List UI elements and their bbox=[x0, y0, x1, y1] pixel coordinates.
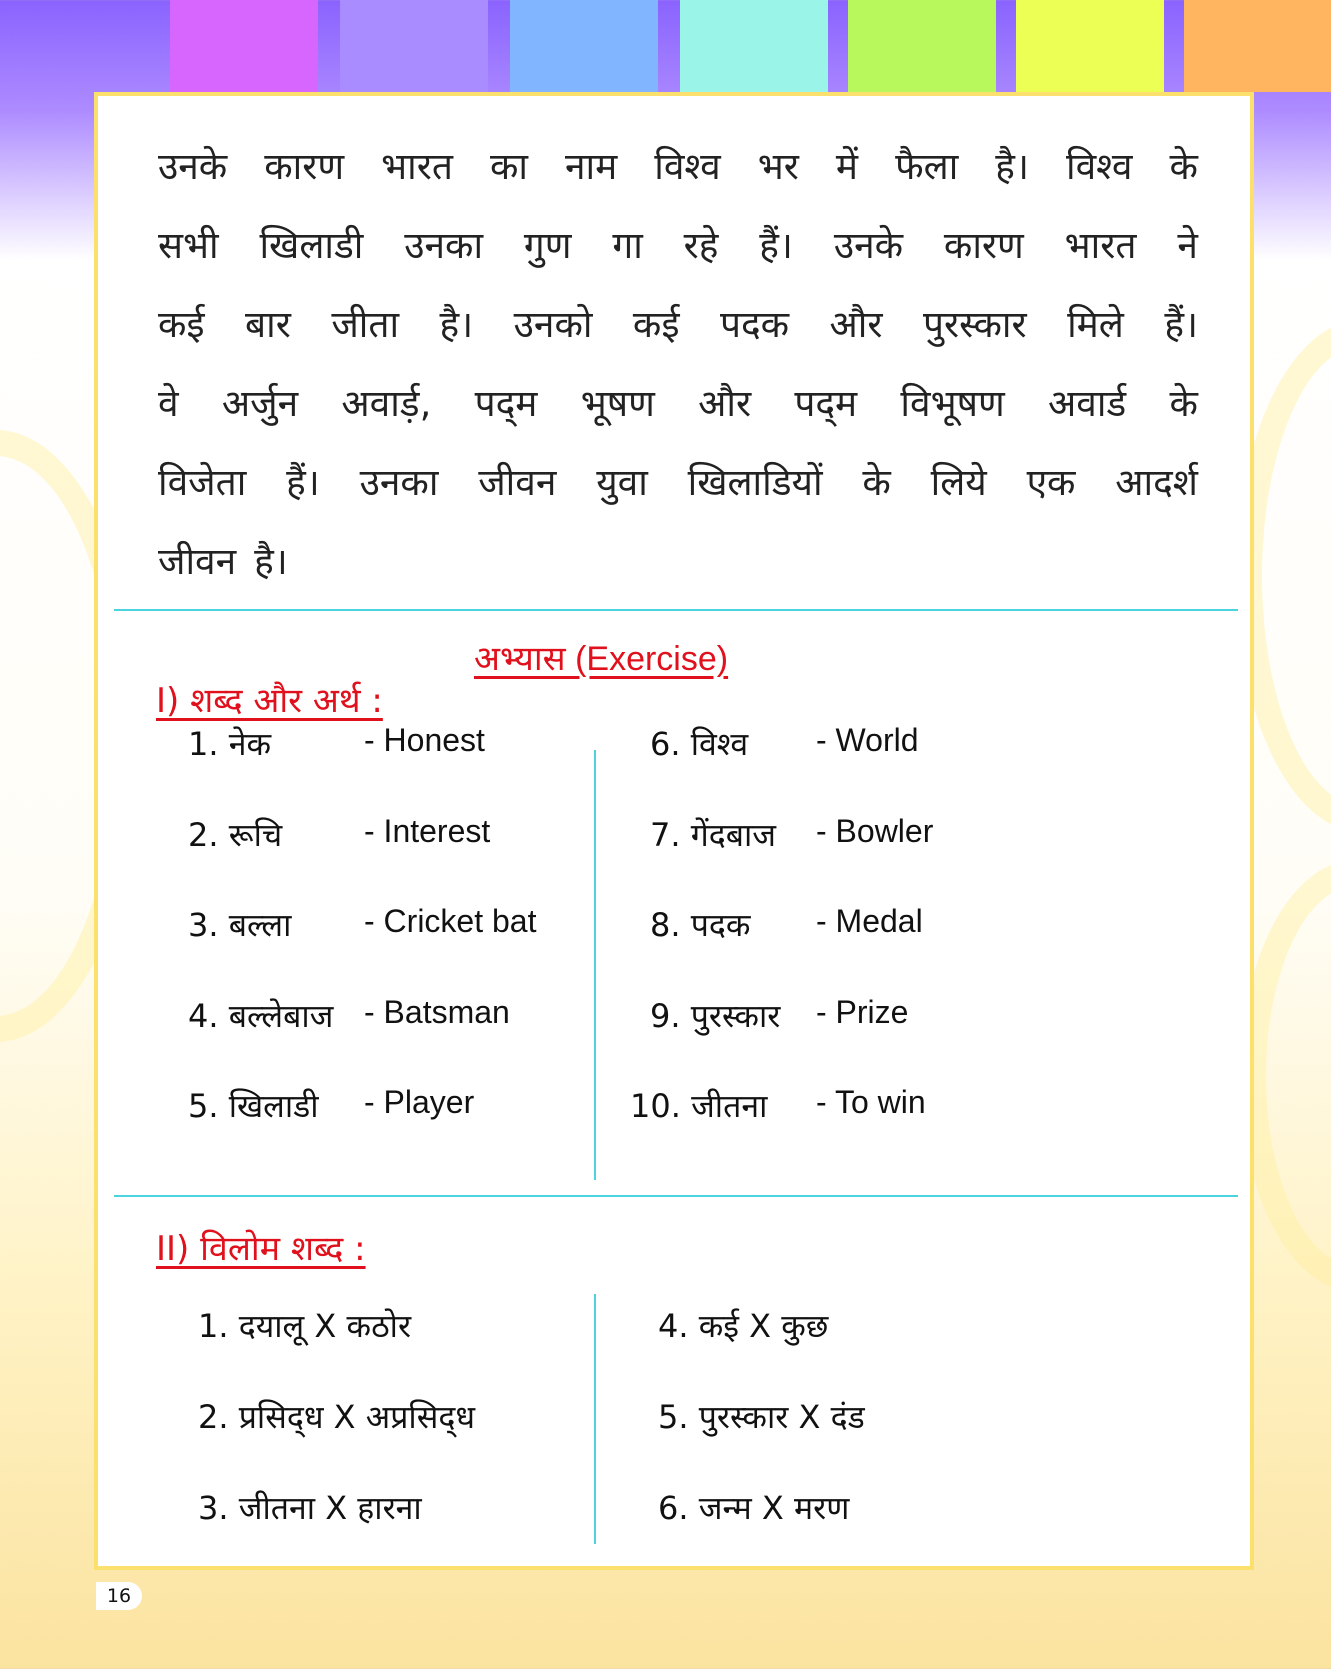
paragraph-word: और bbox=[698, 381, 752, 425]
paragraph-word: विजेता bbox=[158, 460, 247, 504]
paragraph-word: युवा bbox=[596, 460, 648, 504]
paragraph-word: उनको bbox=[513, 302, 593, 346]
paragraph-word: पद्‌म bbox=[474, 381, 538, 425]
english-meaning: - Medal bbox=[816, 903, 923, 939]
paragraph-word: अवार्ड़, bbox=[341, 381, 432, 425]
antonym-item: 5. पुरस्कार X दंड bbox=[658, 1398, 865, 1436]
paragraph-word: पदक bbox=[719, 302, 790, 346]
english-meaning: - Interest bbox=[364, 813, 491, 849]
english-meaning: - World bbox=[816, 722, 919, 758]
paragraph-word: जीवन bbox=[158, 539, 237, 583]
section-1-column-divider bbox=[594, 750, 596, 1180]
paragraph-word: उनका bbox=[359, 460, 439, 504]
english-meaning: - Player bbox=[364, 1084, 475, 1120]
paragraph-word: नाम bbox=[565, 144, 618, 188]
paragraph-word: के bbox=[1169, 381, 1198, 425]
antonym-item: 1. दयालू X कठोर bbox=[198, 1307, 412, 1345]
paragraph-word: रहे bbox=[683, 223, 719, 267]
stripe-7 bbox=[1184, 0, 1331, 92]
word-meaning-item bbox=[620, 813, 1180, 857]
paragraph-line-3 bbox=[158, 286, 1198, 358]
paragraph-word: का bbox=[490, 144, 528, 188]
hindi-word: 1. नेक bbox=[188, 725, 272, 763]
word-meaning-item bbox=[620, 1084, 1180, 1128]
word-meaning-item bbox=[188, 903, 588, 947]
stripe-6 bbox=[1016, 0, 1164, 92]
paragraph-word: भर bbox=[757, 144, 799, 188]
hindi-word: 9. पुरस्कार bbox=[650, 997, 781, 1035]
hindi-word: 10. जीतना bbox=[630, 1087, 768, 1125]
antonym-item: 2. प्रसिद्‌ध X अप्रसिद्‌ध bbox=[198, 1398, 476, 1436]
section-2-column-divider bbox=[594, 1294, 596, 1544]
hindi-word: 4. बल्लेबाज bbox=[188, 997, 334, 1035]
paragraph-line-5 bbox=[158, 444, 1198, 516]
stripe-3 bbox=[510, 0, 658, 92]
english-meaning: - Honest bbox=[364, 722, 485, 758]
paragraph-word: गा bbox=[612, 223, 643, 267]
paragraph-word: है। bbox=[254, 539, 288, 583]
paragraph-line-4 bbox=[158, 365, 1198, 437]
antonym-item: 3. जीतना X हारना bbox=[198, 1489, 422, 1527]
paragraph-word: है। bbox=[995, 144, 1029, 188]
english-meaning: - Bowler bbox=[816, 813, 934, 849]
stripe-4 bbox=[680, 0, 828, 92]
paragraph-word: सभी bbox=[158, 223, 219, 267]
hindi-word: 2. रूचि bbox=[188, 816, 283, 854]
paragraph-word: जीवन bbox=[478, 460, 557, 504]
paragraph-word: वे bbox=[158, 381, 179, 425]
paragraph-word: भूषण bbox=[580, 381, 655, 425]
paragraph-word: कारण bbox=[264, 144, 345, 188]
hindi-word: 5. खिलाडी bbox=[188, 1087, 319, 1125]
content-card bbox=[94, 92, 1254, 1570]
paragraph-word: के bbox=[1169, 144, 1198, 188]
stripe-5 bbox=[848, 0, 996, 92]
paragraph-word: अर्जुन bbox=[221, 381, 299, 425]
paragraph-word: कारण bbox=[943, 223, 1024, 267]
paragraph-word: उनके bbox=[833, 223, 904, 267]
paragraph-word: ने bbox=[1177, 223, 1198, 267]
paragraph-line-1 bbox=[158, 128, 1198, 200]
paragraph-word: खिलाडियों bbox=[687, 460, 823, 504]
paragraph-word: बार bbox=[245, 302, 291, 346]
hindi-word: 7. गेंदबाज bbox=[650, 816, 777, 854]
paragraph-word: भारत bbox=[381, 144, 453, 188]
hindi-word: 8. पदक bbox=[650, 906, 751, 944]
paragraph-word: पद्‌म bbox=[794, 381, 858, 425]
paragraph-word: पुरस्कार bbox=[922, 302, 1027, 346]
paragraph-word: में bbox=[835, 144, 859, 188]
english-meaning: - Cricket bat bbox=[364, 903, 537, 939]
paragraph-word: विश्व bbox=[1065, 144, 1133, 188]
word-meaning-item bbox=[620, 994, 1180, 1038]
paragraph-line-2 bbox=[158, 207, 1198, 279]
divider-middle bbox=[114, 1195, 1238, 1197]
section-2-title: II) विलोम शब्द : bbox=[156, 1229, 366, 1269]
paragraph-word: हैं। bbox=[286, 460, 320, 504]
word-meaning-item bbox=[188, 1084, 588, 1128]
paragraph-word: विश्व bbox=[654, 144, 721, 188]
paragraph-word: कई bbox=[158, 302, 205, 346]
paragraph-word: खिलाडी bbox=[259, 223, 364, 267]
section-1-title: I) शब्द और अर्थ : bbox=[156, 681, 383, 721]
paragraph-word: लिये bbox=[930, 460, 987, 504]
stripe-1 bbox=[170, 0, 318, 92]
word-meaning-item bbox=[188, 813, 588, 857]
divider-top bbox=[114, 609, 1238, 611]
word-meaning-item bbox=[188, 722, 588, 766]
antonym-item: 6. जन्म X मरण bbox=[658, 1489, 850, 1527]
paragraph-word: के bbox=[862, 460, 891, 504]
paragraph-word: उनका bbox=[404, 223, 484, 267]
paragraph-word: गुण bbox=[523, 223, 572, 267]
english-meaning: - Batsman bbox=[364, 994, 510, 1030]
paragraph-word: फैला bbox=[895, 144, 959, 188]
paragraph-word: एक bbox=[1026, 460, 1076, 504]
hindi-word: 6. विश्व bbox=[650, 725, 749, 763]
word-meaning-item bbox=[188, 994, 588, 1038]
paragraph-word: विभूषण bbox=[900, 381, 1005, 425]
antonym-item: 4. कई X कुछ bbox=[658, 1307, 829, 1345]
english-meaning: - To win bbox=[816, 1084, 926, 1120]
word-meaning-item bbox=[620, 903, 1180, 947]
paragraph-word: हैं। bbox=[759, 223, 793, 267]
paragraph-word: हैं। bbox=[1164, 302, 1198, 346]
paragraph-word: जीता bbox=[331, 302, 400, 346]
stripe-2 bbox=[340, 0, 488, 92]
paragraph-word: आदर्श bbox=[1115, 460, 1198, 504]
page-number: 16 bbox=[96, 1582, 142, 1610]
paragraph-word: है। bbox=[439, 302, 474, 346]
word-meaning-item bbox=[620, 722, 1180, 766]
paragraph-word: अवार्ड bbox=[1048, 381, 1127, 425]
exercise-title: अभ्यास (Exercise) bbox=[474, 640, 729, 678]
paragraph-word: उनके bbox=[158, 144, 228, 188]
paragraph-word: मिले bbox=[1067, 302, 1124, 346]
paragraph-word: कई bbox=[632, 302, 680, 346]
hindi-word: 3. बल्ला bbox=[188, 906, 292, 944]
paragraph-word: भारत bbox=[1064, 223, 1137, 267]
english-meaning: - Prize bbox=[816, 994, 909, 1030]
paragraph-line-6 bbox=[158, 523, 1198, 595]
top-color-stripes bbox=[0, 0, 1331, 92]
paragraph-word: और bbox=[829, 302, 883, 346]
